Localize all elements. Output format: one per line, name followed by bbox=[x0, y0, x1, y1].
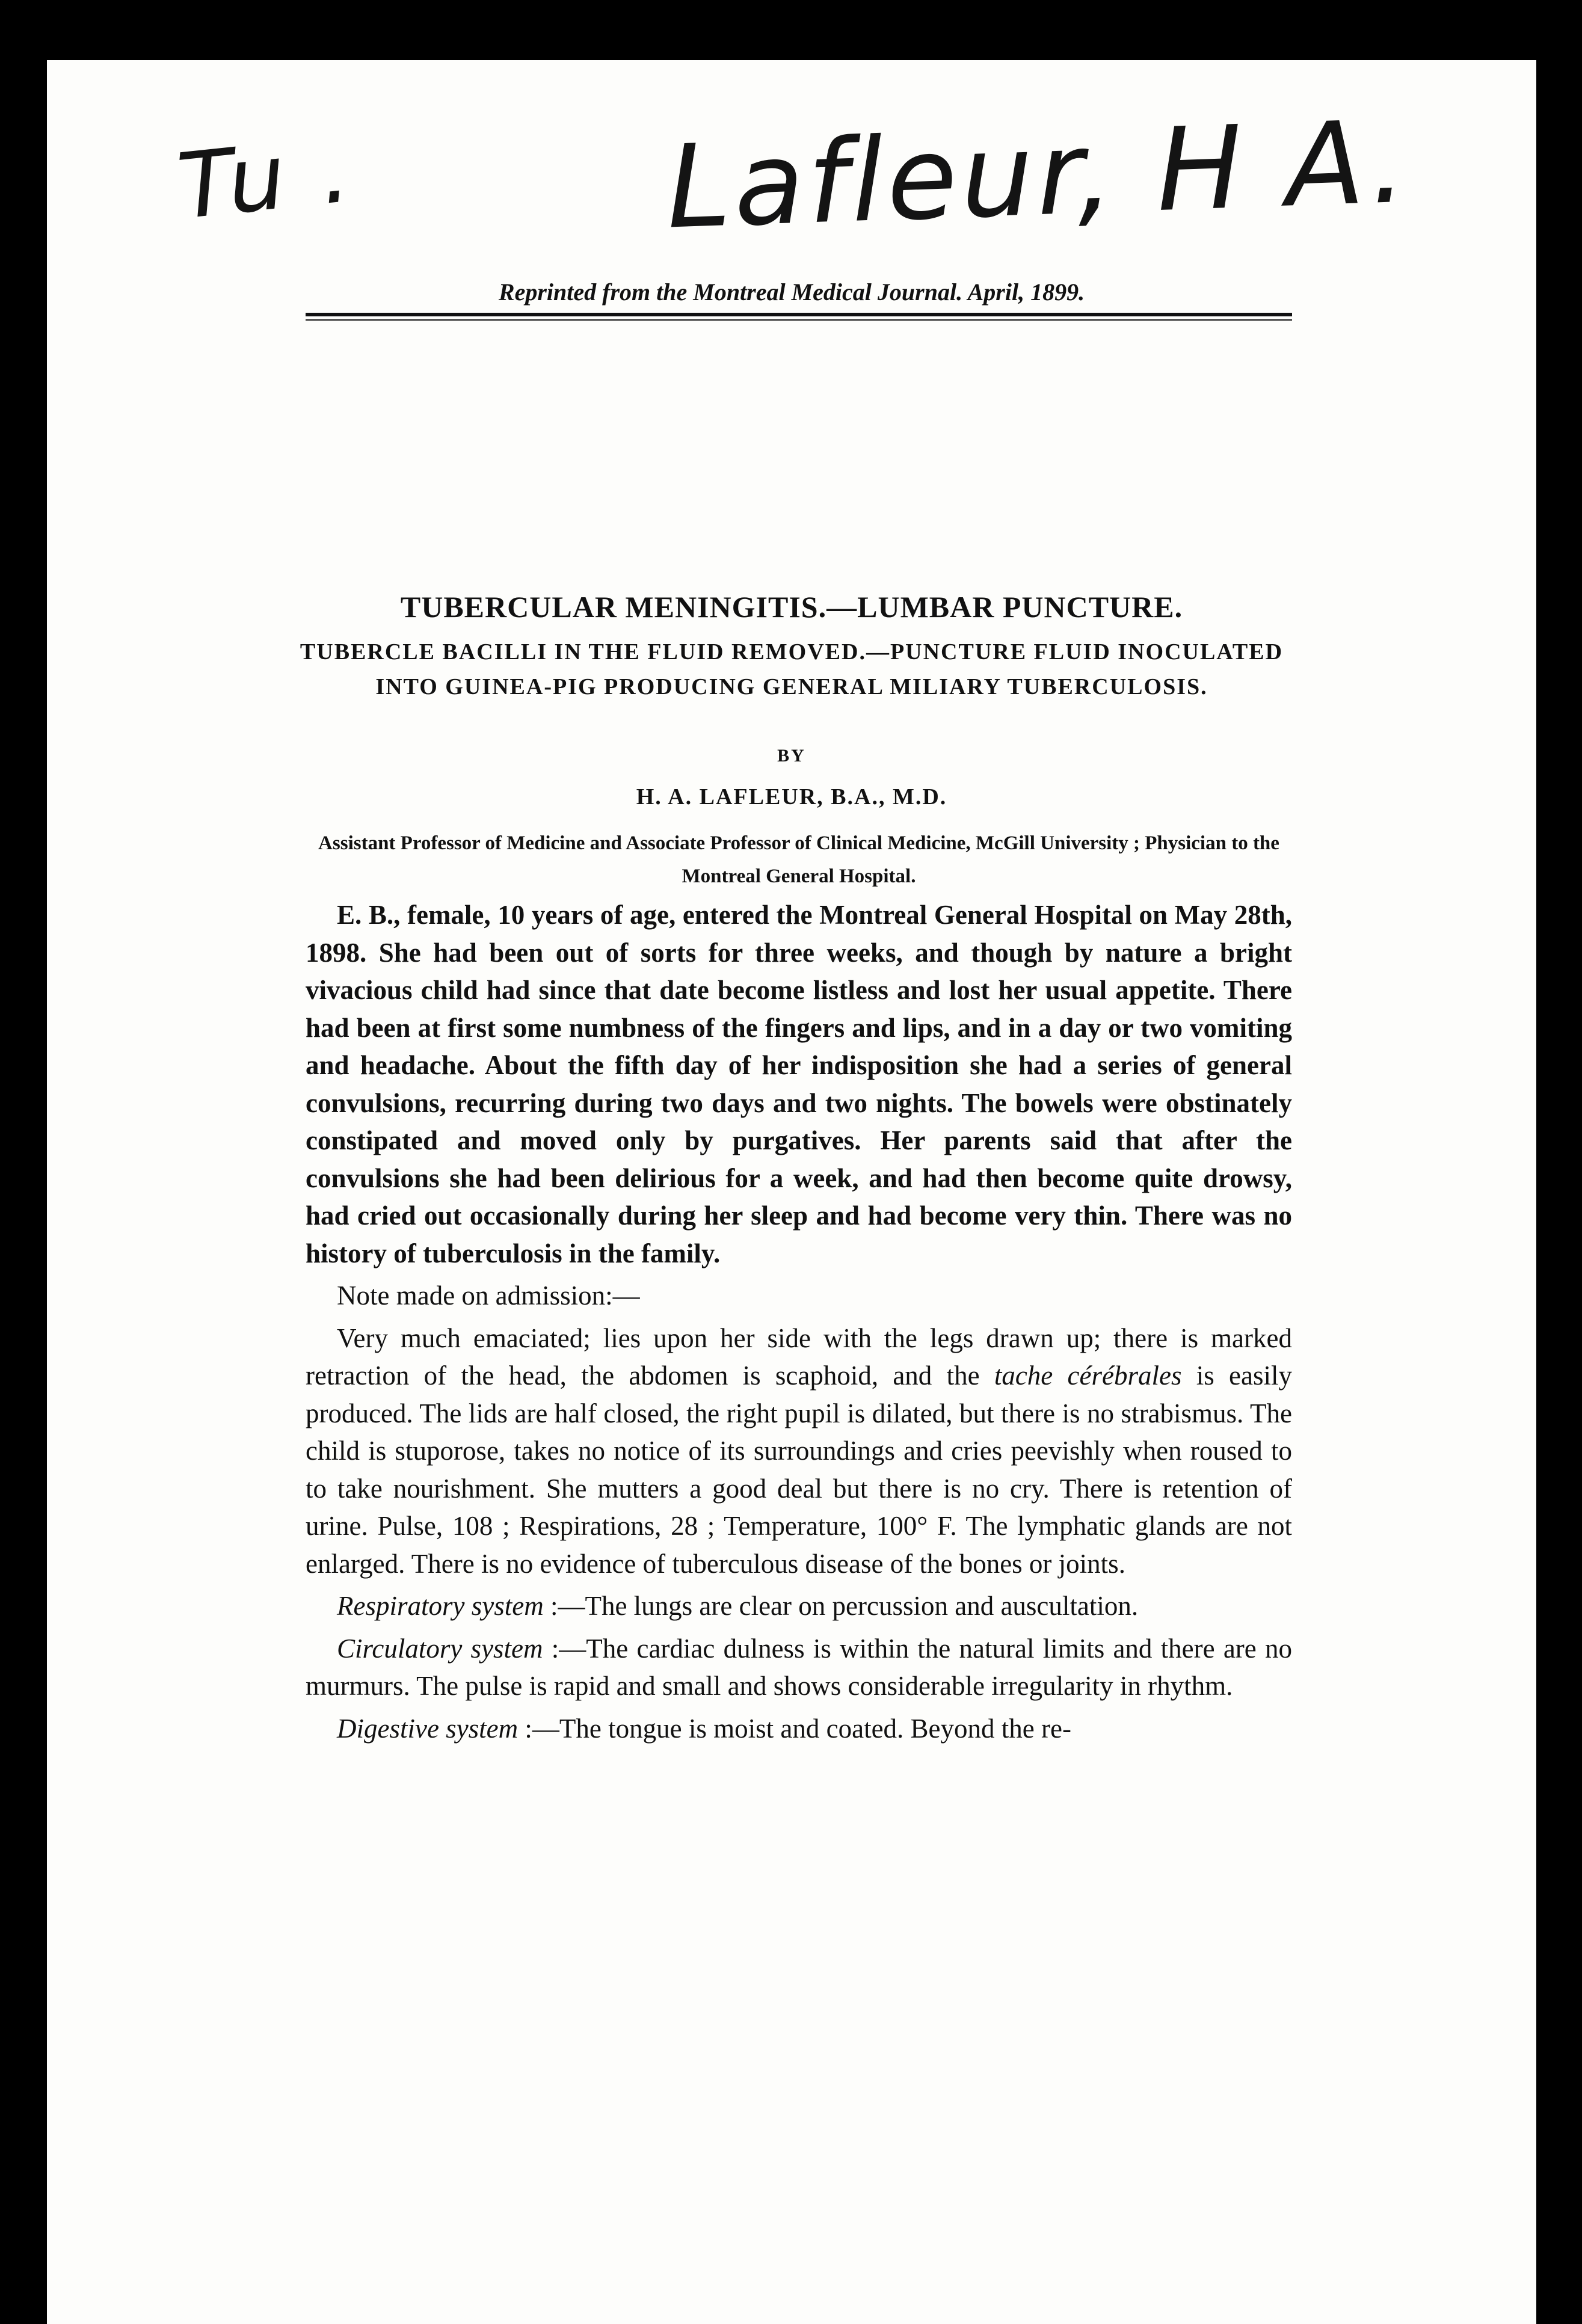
article-subtitle: TUBERCLE BACILLI IN THE FLUID REMOVED.—PUNCTURE FLUID INOCULATED INTO GUINEA-PIG PRODUCING GENERAL MILIARY TUBERCULOSIS. bbox=[300, 639, 1284, 699]
byline-label: BY bbox=[777, 746, 806, 766]
header-rule bbox=[306, 313, 1292, 321]
italic-term: tache cérébrales bbox=[994, 1360, 1182, 1391]
author-name: H. A. LAFLEUR, B.A., M.D. bbox=[636, 784, 947, 810]
digestive-paragraph: Digestive system :—The tongue is moist and coated. Beyond the re- bbox=[337, 1713, 1071, 1744]
article-title: TUBERCULAR MENINGITIS.—LUMBAR PUNCTURE. bbox=[400, 590, 1183, 624]
handwritten-corner-mark: Tu . bbox=[173, 117, 359, 240]
article-body bbox=[306, 896, 1292, 1747]
respiratory-paragraph: Respiratory system :—The lungs are clear on percussion and auscultation. bbox=[337, 1591, 1139, 1621]
document-page bbox=[47, 60, 1536, 2324]
case-history-paragraph: E. B., female, 10 years of age, entered the Montreal General Hospital on May 28th, 1898. She had been out of sorts for three weeks, and though by nature a bright vivacious child had since that date become listless and lost her usual appetite. There had been at first some numbness of the fingers and lips, and in a day or two vomiting and headache. About the fifth day of her indisposition she had a series of general convulsions, recurring during two days and two nights. The bowels were obstinately constipated and moved only by purgatives. Her parents said that after the convulsions she had been delirious for a week, and had then become quite drowsy, had cried out occasionally during her sleep and had become very thin. There was no history of tuberculosis in the family. bbox=[306, 900, 1292, 1268]
reprint-notice: Reprinted from the Montreal Medical Journal. April, 1899. bbox=[498, 278, 1085, 306]
circulatory-label: Circulatory system bbox=[337, 1633, 543, 1664]
admission-note-paragraph: Very much emaciated; lies upon her side with the legs drawn up; there is marked retraction of the head, the abdomen is scaphoid, and the tache cérébrales is easily produced. The lids are half closed, the right pupil is dilated, but there is no strabismus. The child is stuporose, takes no notice of its surroundings and cries peevishly when roused to to take nourishment. She mutters a good deal but there is no cry. There is retention of urine. Pulse, 108 ; Respirations, 28 ; Temperature, 100° F. The lymphatic glands are not enlarged. There is no evidence of tuberculous disease of the bones or joints. bbox=[306, 1323, 1292, 1579]
handwritten-author-name: Lafleur, H A. bbox=[664, 95, 1412, 254]
respiratory-label: Respiratory system bbox=[337, 1591, 544, 1621]
circulatory-paragraph: Circulatory system :—The cardiac dulness is within the natural limits and there are no murmurs. The pulse is rapid and small and shows considerable irregularity in rhythm. bbox=[306, 1633, 1292, 1701]
digestive-label: Digestive system bbox=[337, 1713, 519, 1744]
note-heading: Note made on admission:— bbox=[337, 1280, 640, 1311]
author-affiliation: Assistant Professor of Medicine and Associate Professor of Clinical Medicine, McGill University ; Physician to the Montreal General Hospital. bbox=[318, 832, 1279, 887]
